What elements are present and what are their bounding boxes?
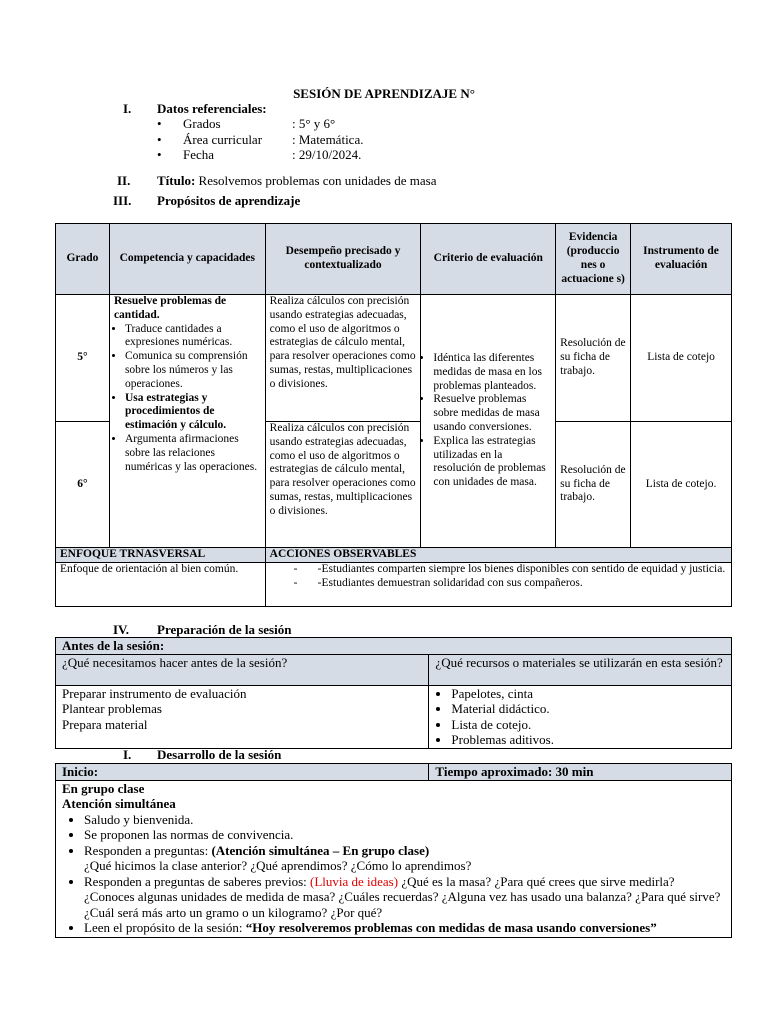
performance-cell: Realiza cálculos con precisión usando estrategias adecuadas, como el uso de algoritmos o estrategias de cálculo mental, para resolver operaciones como sumas, restas, multiplicaciones o divisiones.: [265, 295, 421, 422]
list-item: • Idéntica las diferentes medidas de masa en los problemas planteados.: [433, 352, 551, 393]
resources-cell: [429, 685, 732, 748]
item-text: Responden a preguntas:: [84, 842, 212, 858]
transversal-cell: Enfoque de orientación al bien común.: [56, 562, 266, 606]
grade-cell: 5°: [56, 295, 110, 422]
item-bold: (Atención simultánea – En grupo clase): [211, 842, 430, 858]
dash-icon: -: [293, 562, 298, 575]
action-item: [294, 563, 727, 577]
title-value: Resolvemos problemas con unidades de masa: [198, 173, 437, 188]
table-header-row: [56, 224, 732, 295]
list-item: • Lista de cotejo.: [451, 717, 725, 733]
item-bold: “Hoy resolveremos problemas con medidas de masa usando conversiones”: [245, 920, 657, 935]
evidence-cell: Resolución de su ficha de trabajo.: [556, 295, 631, 422]
action-text: -Estudiantes comparten siempre los bienes disponibles con sentido de equidad y justicia.: [317, 562, 726, 575]
table-row: [56, 562, 732, 606]
header-cell: Instrumento de evaluación: [631, 224, 732, 295]
actions-cell: [265, 562, 731, 606]
instrument-cell: Lista de cotejo: [631, 295, 732, 422]
dash-icon: -: [293, 576, 298, 589]
item-text: Leen el propósito de la sesión:: [84, 920, 246, 935]
section-heading: Preparación de la sesión: [157, 622, 292, 637]
bullet-icon: •: [157, 116, 162, 131]
table-row: [56, 295, 732, 422]
header-cell: Competencia y capacidades: [109, 224, 265, 295]
time-label: Tiempo aproximado: 30 min: [429, 764, 732, 781]
section-number: III.: [113, 193, 132, 208]
bullet-icon: •: [157, 131, 162, 147]
list-item: • Explica las estrategias utilizadas en la resolución de problemas con unidades de masa.: [433, 435, 551, 490]
capacity-list: [114, 323, 261, 475]
data-value: : 5° y 6°: [292, 116, 336, 131]
data-label: Fecha: [183, 147, 215, 163]
section-heading: Datos referenciales:: [157, 101, 267, 116]
criteria-cell: [421, 295, 556, 548]
item-subtext: ¿Qué hicimos la clase anterior? ¿Qué aprendimos? ¿Cómo lo aprendimos?: [84, 858, 472, 873]
prep-question: ¿Qué necesitamos hacer antes de la sesión?: [56, 654, 429, 685]
header-cell: Criterio de evaluación: [421, 224, 556, 295]
actions-header: ACCIONES OBSERVABLES: [265, 548, 731, 563]
list-item: • Resuelve problemas sobre medidas de masa usando conversiones.: [433, 393, 551, 434]
header-cell: Grado: [56, 224, 110, 295]
data-row: [157, 132, 457, 148]
data-value: : Matemática.: [292, 131, 364, 147]
data-label: Área curricular: [183, 131, 263, 147]
transversal-header: ENFOQUE TRNASVERSAL: [56, 548, 266, 563]
resource-list: [435, 686, 725, 748]
development-table: [55, 763, 732, 938]
section-heading: Desarrollo de la sesión: [157, 747, 282, 762]
data-row: [157, 116, 457, 132]
data-list: [157, 116, 457, 163]
list-item: • Material didáctico.: [451, 701, 725, 717]
list-item: • Saludo y bienvenida.: [84, 812, 725, 828]
purposes-table: [55, 223, 732, 607]
bullet-icon: •: [157, 147, 162, 163]
data-row: [157, 147, 457, 163]
item-text: Responden a preguntas de saberes previos:: [84, 873, 310, 889]
table-subheader-row: [56, 654, 732, 685]
section-number: I.: [123, 101, 132, 116]
list-item: • Argumenta afirmaciones sobre las relaciones numéricas y las operaciones.: [125, 433, 261, 474]
action-item: [294, 577, 727, 591]
competence-title: Resuelve problemas de cantidad.: [113, 295, 227, 321]
action-text: -Estudiantes demuestran solidaridad con sus compañeros.: [317, 576, 583, 589]
grade-cell: 6°: [56, 422, 110, 548]
list-item: • Usa estrategias y procedimientos de estimación y cálculo.: [125, 392, 261, 433]
list-item: Prepara material: [62, 716, 148, 732]
start-content: [56, 780, 732, 937]
prep-header: Antes de la sesión:: [56, 638, 732, 655]
list-item: • Papelotes, cinta: [451, 686, 725, 702]
item-highlight: (Lluvia de ideas): [310, 873, 399, 889]
table-header-row: [56, 638, 732, 655]
instrument-cell: Lista de cotejo.: [631, 422, 732, 548]
criteria-list: [425, 352, 551, 490]
table-row: [56, 685, 732, 748]
section-heading: Propósitos de aprendizaje: [157, 193, 301, 208]
list-item: • Problemas aditivos.: [451, 732, 725, 748]
preparation-table: [55, 637, 732, 749]
header-cell: Evidencia (produccio nes o actuacione s): [556, 224, 631, 295]
prep-question: ¿Qué recursos o materiales se utilizarán en esta sesión?: [429, 654, 732, 685]
start-label: Inicio:: [56, 764, 429, 781]
list-item: [84, 874, 725, 921]
table-header-row: [56, 764, 732, 781]
table-subheader-row: [56, 548, 732, 563]
list-item: [84, 920, 725, 936]
competence-cell: [109, 295, 265, 548]
item-text: ¿Qué es la masa? ¿Para qué crees que sirve medirla? ¿Conoces algunas unidades de medida de masa? ¿Cuáles recuerdas? ¿Alguna vez has usado una balanza? ¿Para qué sirve? ¿Cuál será más arto un gramo o un kilogramo? ¿Por qué?: [84, 873, 721, 920]
tasks-cell: [56, 685, 429, 748]
list-item: [84, 843, 725, 874]
section-number: II.: [117, 173, 131, 188]
list-item: • Comunica su comprensión sobre los números y las operaciones.: [125, 350, 261, 391]
page-title: SESIÓN DE APRENDIZAJE N°: [293, 86, 475, 101]
list-item: Plantear problemas: [62, 701, 162, 716]
data-value: : 29/10/2024.: [292, 147, 362, 163]
list-item: Preparar instrumento de evaluación: [62, 685, 247, 701]
data-label: Grados: [183, 116, 221, 131]
performance-cell: Realiza cálculos con precisión usando estrategias adecuadas, como el uso de algoritmos o estrategias de cálculo mental, para resolver operaciones como sumas, restas, multiplicaciones o divisiones.: [265, 422, 421, 548]
activity-list: [62, 812, 725, 936]
table-row: [56, 780, 732, 937]
section-number: IV.: [113, 622, 130, 637]
list-item: • Se proponen las normas de convivencia.: [84, 827, 725, 843]
section-number: I.: [123, 747, 132, 762]
session-title: [157, 173, 436, 189]
attention-label: Atención simultánea: [62, 796, 176, 811]
header-cell: Desempeño precisado y contextualizado: [265, 224, 421, 295]
group-label: En grupo clase: [62, 780, 145, 796]
list-item: • Traduce cantidades a expresiones numéricas.: [125, 323, 261, 351]
title-label: Título:: [157, 173, 196, 188]
evidence-cell: Resolución de su ficha de trabajo.: [556, 422, 631, 548]
